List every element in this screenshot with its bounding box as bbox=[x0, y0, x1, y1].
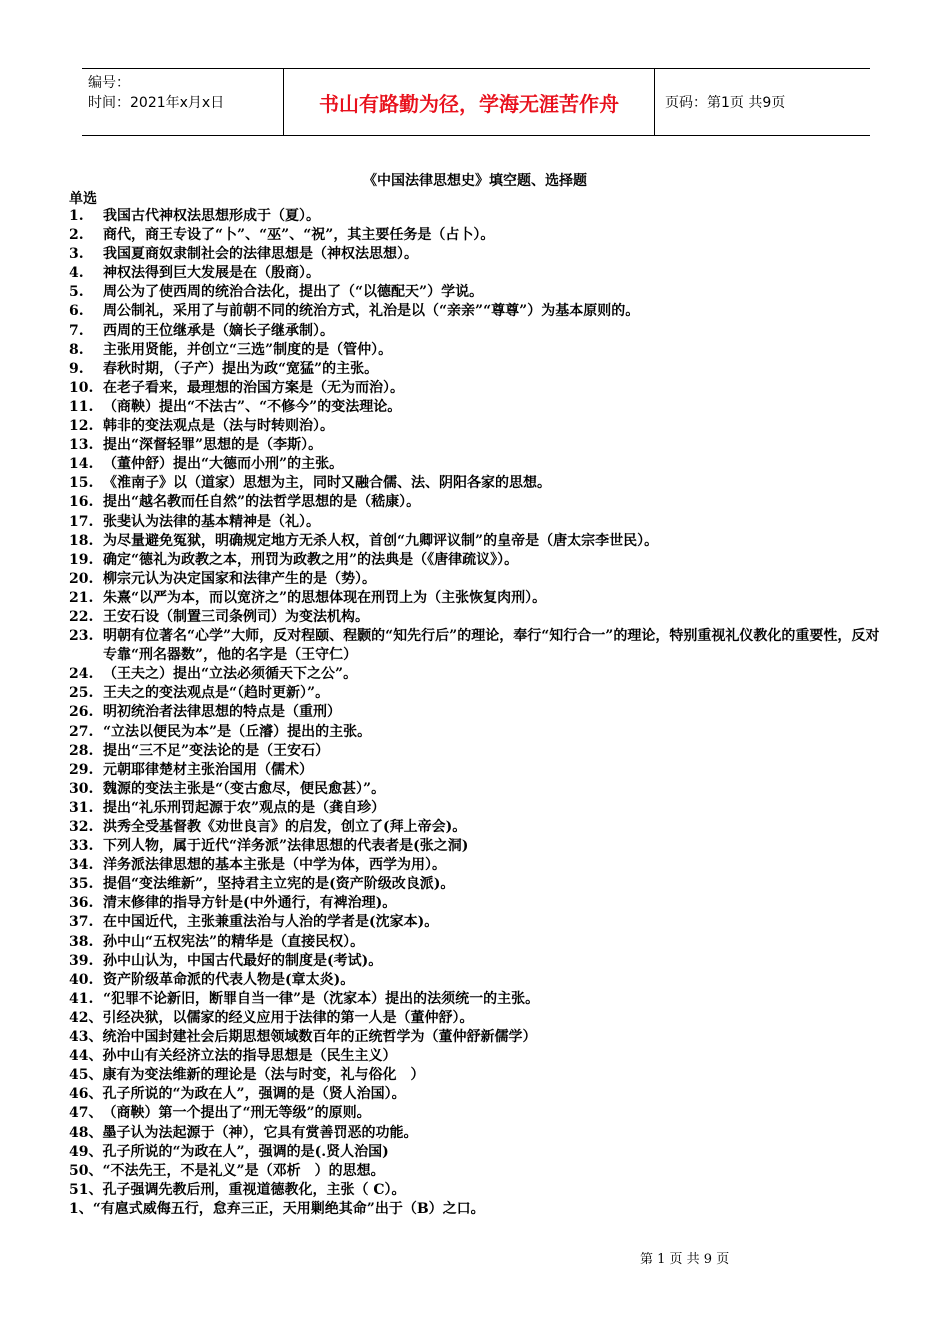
list-item bbox=[69, 1085, 884, 1104]
item-text: 下列人物，属于近代“洋务派”法律思想的代表者是(张之洞) bbox=[103, 838, 469, 855]
list-item bbox=[69, 493, 884, 512]
item-text: 提出“越名教而任自然”的法哲学思想的是（嵇康）。 bbox=[103, 494, 421, 511]
item-number: 9. bbox=[69, 360, 84, 377]
item-text: （王夫之）提出“立法必须循天下之公”。 bbox=[103, 666, 358, 683]
list-item bbox=[69, 1162, 884, 1181]
item-text: 魏源的变法主张是“（变古愈尽，便民愈甚）”。 bbox=[103, 780, 386, 797]
item-text: 周公为了使西周的统治合法化，提出了（“以德配天”）学说。 bbox=[103, 284, 484, 301]
item-number: 30. bbox=[69, 780, 94, 797]
item-number: 8. bbox=[69, 341, 84, 358]
header-meta bbox=[82, 69, 283, 135]
list-item bbox=[69, 398, 884, 417]
item-text: （商鞅）提出“不法古”、“不修今”的变法理论。 bbox=[103, 398, 402, 415]
item-text: 张斐认为法律的基本精神是（礼）。 bbox=[103, 513, 320, 530]
item-number: 33. bbox=[69, 838, 94, 855]
list-item bbox=[69, 913, 884, 932]
list-item bbox=[69, 856, 884, 875]
item-number: 40. bbox=[69, 971, 94, 988]
item-text: （董仲舒）提出“大德而小刑”的主张。 bbox=[103, 456, 344, 473]
list-item bbox=[69, 933, 884, 952]
item-number: 31. bbox=[69, 799, 94, 816]
item-text: 商代，商王专设了“卜”、“巫”、“祝”，其主要任务是（占卜）。 bbox=[103, 227, 495, 244]
list-item bbox=[69, 952, 884, 971]
list-item bbox=[69, 551, 884, 570]
item-number: 18. bbox=[69, 532, 94, 549]
item-number: 32. bbox=[69, 819, 94, 835]
item-text: 王夫之的变法观点是“（趋时更新）”。 bbox=[103, 685, 330, 702]
list-item bbox=[69, 837, 884, 856]
list-item bbox=[69, 226, 884, 245]
item-number: 49、 bbox=[69, 1143, 103, 1160]
item-number: 2. bbox=[69, 227, 84, 244]
item-number: 42、 bbox=[69, 1009, 103, 1026]
item-number: 44、 bbox=[69, 1048, 103, 1065]
list-item bbox=[69, 207, 884, 226]
item-number: 47、 bbox=[69, 1105, 103, 1122]
item-text: 孔子强调先教后刑，重视道德教化，主张（ C）。 bbox=[102, 1181, 406, 1198]
item-number: 48、 bbox=[69, 1124, 103, 1141]
list-item bbox=[69, 742, 884, 761]
item-text: 孙中山认为，中国古代最好的制度是(考试)。 bbox=[103, 952, 383, 969]
item-number: 1、 bbox=[69, 1200, 93, 1217]
question-list bbox=[69, 207, 884, 1219]
list-item bbox=[69, 799, 884, 818]
item-number: 23. bbox=[69, 628, 94, 645]
code-label: 编号： bbox=[88, 75, 130, 91]
item-text: 康有为变法维新的理论是（法与时变，礼与俗化 ） bbox=[102, 1067, 425, 1084]
item-number: 17. bbox=[69, 513, 94, 530]
item-text: 孙中山“五权宪法”的精华是（直接民权）。 bbox=[103, 933, 365, 950]
item-number: 14. bbox=[69, 456, 94, 473]
item-text: 我国夏商奴隶制社会的法律思想是（神权法思想）。 bbox=[103, 246, 418, 263]
list-item bbox=[69, 436, 884, 455]
list-item bbox=[69, 322, 884, 341]
item-text: 确定“德礼为政教之本，刑罚为政教之用”的法典是（《唐律疏议》）。 bbox=[103, 551, 519, 568]
item-text: 元朝耶律楚材主张治国用（儒术） bbox=[103, 761, 313, 778]
list-item bbox=[69, 608, 884, 627]
item-number: 3. bbox=[69, 246, 84, 263]
item-text: 主张用贤能，并创立“三选”制度的是（管仲）。 bbox=[103, 341, 393, 358]
item-text: 王安石设（制置三司条例司）为变法机构。 bbox=[103, 608, 369, 625]
section-heading: 单选 bbox=[69, 191, 97, 207]
item-text: 在中国近代，主张兼重法治与人治的学者是(沈家本)。 bbox=[103, 914, 439, 931]
item-number: 20. bbox=[69, 570, 94, 587]
item-text: “犯罪不论新旧，断罪自当一律”是（沈家本）提出的法须统一的主张。 bbox=[103, 990, 540, 1007]
list-item bbox=[69, 532, 884, 551]
item-text: 孙中山有关经济立法的指导思想是（民生主义） bbox=[102, 1048, 397, 1065]
list-item bbox=[69, 1200, 884, 1219]
item-text: 资产阶级革命派的代表人物是(章太炎)。 bbox=[103, 971, 355, 988]
list-item bbox=[69, 513, 884, 532]
item-number: 35. bbox=[69, 876, 94, 893]
list-item bbox=[69, 894, 884, 913]
list-item bbox=[69, 684, 884, 703]
time-label: 时间：2021年x月x日 bbox=[88, 95, 225, 111]
list-item bbox=[69, 417, 884, 436]
item-number: 36. bbox=[69, 895, 94, 912]
numbered-questions bbox=[69, 207, 884, 1009]
item-number: 5. bbox=[69, 284, 84, 301]
item-number: 16. bbox=[69, 494, 94, 511]
item-text: 清末修律的指导方针是(中外通行，有裨治理)。 bbox=[103, 895, 397, 912]
item-text: “有扈式威侮五行，怠弃三正，天用剿绝其命”出于（B）之口。 bbox=[92, 1200, 485, 1217]
comma-numbered-questions bbox=[69, 1009, 884, 1219]
item-text: 明朝有位著名“心学”大师，反对程颐、程颢的“知先行后”的理论，奉行“知行合一”的理论，特别重视礼仪教化的重要性，反对专靠“刑名器数”，他的名字是（王守仁） bbox=[103, 628, 880, 664]
item-number: 27. bbox=[69, 723, 94, 740]
item-text: 孔子所说的“为政在人”，强调的是（贤人治国）。 bbox=[102, 1086, 406, 1103]
list-item bbox=[69, 589, 884, 608]
list-item bbox=[69, 971, 884, 990]
item-text: 洪秀全受基督教《劝世良言》的启发，创立了(拜上帝会)。 bbox=[103, 819, 467, 835]
item-number: 43、 bbox=[69, 1029, 103, 1046]
item-number: 50、 bbox=[69, 1162, 103, 1179]
list-item bbox=[69, 360, 884, 379]
list-item bbox=[69, 1124, 884, 1143]
item-number: 15. bbox=[69, 475, 94, 492]
list-item bbox=[69, 1009, 884, 1028]
list-item bbox=[69, 302, 884, 321]
list-item bbox=[69, 780, 884, 799]
item-text: 在老子看来，最理想的治国方案是（无为而治）。 bbox=[103, 379, 404, 396]
header-page-label: 页码：第1页 共9页 bbox=[665, 95, 786, 111]
item-text: 韩非的变法观点是（法与时转则治）。 bbox=[103, 418, 334, 435]
item-number: 26. bbox=[69, 704, 94, 721]
item-number: 24. bbox=[69, 666, 94, 683]
item-text: 为尽量避免冤狱，明确规定地方无杀人权，首创“九卿评议制”的皇帝是（唐太宗李世民）。 bbox=[103, 532, 659, 549]
item-text: 神权法得到巨大发展是在（殷商）。 bbox=[103, 265, 320, 282]
list-item bbox=[69, 875, 884, 894]
item-number: 10. bbox=[69, 379, 94, 396]
list-item bbox=[69, 341, 884, 360]
page-header bbox=[82, 68, 870, 136]
item-number: 7. bbox=[69, 322, 84, 339]
item-text: 提倡“变法维新”，坚持君主立宪的是(资产阶级改良派)。 bbox=[103, 876, 455, 893]
item-text: 西周的王位继承是（嫡长子继承制）。 bbox=[103, 322, 334, 339]
item-text: 墨子认为法起源于（神），它具有赏善罚恶的功能。 bbox=[102, 1124, 418, 1141]
item-number: 41. bbox=[69, 990, 94, 1007]
list-item bbox=[69, 1028, 884, 1047]
item-text: 提出“礼乐刑罚起源于农”观点的是（龚自珍） bbox=[103, 799, 386, 816]
item-text: 明初统治者法律思想的特点是（重刑） bbox=[103, 704, 341, 721]
item-number: 39. bbox=[69, 952, 94, 969]
item-number: 37. bbox=[69, 914, 94, 931]
item-number: 34. bbox=[69, 857, 94, 874]
item-number: 12. bbox=[69, 418, 94, 435]
list-item bbox=[69, 761, 884, 780]
document-title: 《中国法律思想史》填空题、选择题 bbox=[363, 173, 587, 189]
list-item bbox=[69, 474, 884, 493]
list-item bbox=[69, 570, 884, 589]
list-item bbox=[69, 990, 884, 1009]
item-number: 29. bbox=[69, 761, 94, 778]
list-item bbox=[69, 1047, 884, 1066]
item-number: 51、 bbox=[69, 1181, 103, 1198]
list-item bbox=[69, 264, 884, 283]
item-number: 38. bbox=[69, 933, 94, 950]
list-item bbox=[69, 1143, 884, 1162]
item-text: 孔子所说的“为政在人”，强调的是(.贤人治国) bbox=[102, 1143, 389, 1160]
item-text: 我国古代神权法思想形成于（夏）。 bbox=[103, 208, 320, 224]
item-text: 统治中国封建社会后期思想领域数百年的正统哲学为（董仲舒新儒学） bbox=[102, 1029, 537, 1046]
list-item bbox=[69, 665, 884, 684]
item-number: 28. bbox=[69, 742, 94, 759]
list-item bbox=[69, 818, 884, 837]
item-text: “立法以便民为本”是（丘濬）提出的主张。 bbox=[103, 723, 372, 740]
item-number: 4. bbox=[69, 265, 84, 282]
header-motto: 书山有路勤为径，学海无涯苦作舟 bbox=[283, 69, 655, 135]
list-item bbox=[69, 1104, 884, 1123]
list-item bbox=[69, 245, 884, 264]
item-number: 11. bbox=[69, 398, 94, 415]
item-number: 21. bbox=[69, 589, 94, 606]
list-item bbox=[69, 723, 884, 742]
item-text: 朱熹“以严为本，而以宽济之”的思想体现在刑罚上为（主张恢复肉刑）。 bbox=[103, 589, 547, 606]
item-number: 46、 bbox=[69, 1086, 103, 1103]
item-text: 提出“三不足”变法论的是（王安石） bbox=[103, 742, 330, 759]
item-text: 引经决狱，以儒家的经义应用于法律的第一人是（董仲舒）。 bbox=[102, 1009, 474, 1026]
item-number: 22. bbox=[69, 608, 94, 625]
item-text: 柳宗元认为决定国家和法律产生的是（势）。 bbox=[103, 570, 376, 587]
list-item bbox=[69, 379, 884, 398]
item-text: 春秋时期，（子产）提出为政“宽猛”的主张。 bbox=[103, 360, 379, 377]
page-footer: 第 1 页 共 9 页 bbox=[640, 1252, 730, 1267]
item-number: 1. bbox=[69, 208, 84, 224]
item-number: 19. bbox=[69, 551, 94, 568]
item-text: 提出“深督轻罪”思想的是（李斯）。 bbox=[103, 437, 323, 454]
list-item bbox=[69, 627, 884, 665]
item-number: 6. bbox=[69, 303, 84, 320]
list-item bbox=[69, 1181, 884, 1200]
list-item bbox=[69, 455, 884, 474]
item-number: 25. bbox=[69, 685, 94, 702]
item-text: 《淮南子》以（道家）思想为主，同时又融合儒、法、阴阳各家的思想。 bbox=[103, 475, 551, 492]
item-text: 周公制礼，采用了与前朝不同的统治方式，礼治是以（“亲亲”“尊尊”）为基本原则的。 bbox=[103, 303, 640, 320]
item-text: 洋务派法律思想的基本主张是（中学为体，西学为用）。 bbox=[103, 857, 446, 874]
list-item bbox=[69, 1066, 884, 1085]
list-item bbox=[69, 703, 884, 722]
item-text: （商鞅）第一个提出了“刑无等级”的原则。 bbox=[102, 1105, 371, 1122]
item-text: “不法先王，不是礼义”是（邓析 ）的思想。 bbox=[102, 1162, 385, 1179]
item-number: 45、 bbox=[69, 1067, 103, 1084]
item-number: 13. bbox=[69, 437, 94, 454]
list-item bbox=[69, 283, 884, 302]
